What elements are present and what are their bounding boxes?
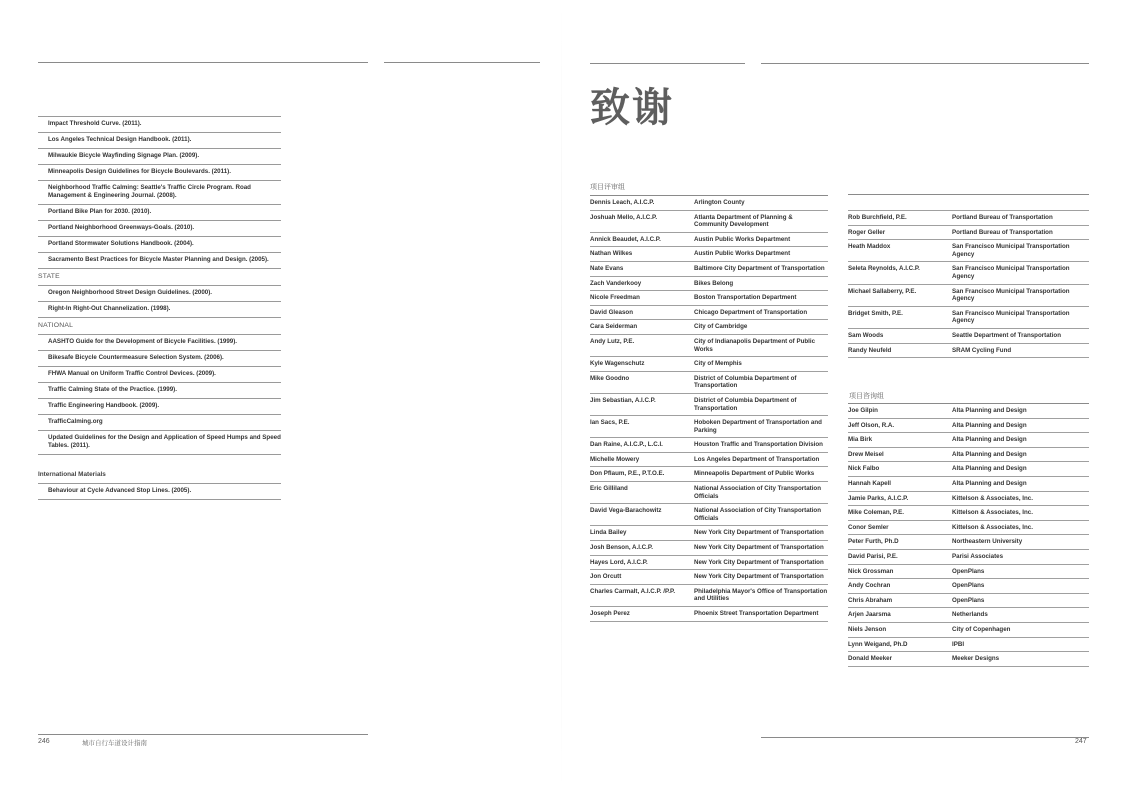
table-row	[590, 211, 828, 233]
table-row	[590, 196, 828, 211]
person-name: David Vega-Barachowitz	[590, 507, 662, 515]
organization: San Francisco Municipal Transportation Agency	[952, 287, 1070, 303]
organization: OpenPlans	[952, 596, 985, 604]
organization: OpenPlans	[952, 567, 985, 575]
table-row	[848, 477, 1089, 492]
table-row	[848, 344, 1089, 359]
person-name: Hannah Kapell	[848, 479, 891, 487]
organization: Houston Traffic and Transportation Division	[694, 441, 823, 449]
table-row	[848, 623, 1089, 638]
table-row	[848, 565, 1089, 580]
organization: Alta Planning and Design	[952, 407, 1027, 414]
table-row	[848, 550, 1089, 565]
organization: City of Copenhagen	[952, 625, 1011, 633]
person-name: Arjen Jaarsma	[848, 611, 891, 619]
reference-item: Updated Guidelines for the Design and Application of Speed Humps and Speed Tables. (2011).	[38, 431, 281, 455]
review-group-label: 项目评审组	[590, 183, 625, 191]
reference-list	[38, 116, 281, 500]
section-heading-national: NATIONAL	[38, 318, 281, 335]
person-name: Dennis Leach, A.I.C.P.	[590, 199, 655, 206]
right-bottom-rule	[761, 737, 1089, 738]
organization: Los Angeles Department of Transportation	[694, 455, 820, 463]
table-row	[848, 506, 1089, 521]
table-row	[590, 482, 828, 504]
reference-item: AASHTO Guide for the Development of Bicycle Facilities. (1999).	[38, 335, 281, 351]
person-name: Roger Geller	[848, 228, 886, 236]
table-spacer	[848, 195, 1089, 211]
organization: Seattle Department of Transportation	[952, 331, 1061, 339]
person-name: Linda Bailey	[590, 529, 627, 537]
table-row	[848, 240, 1089, 262]
reference-item: FHWA Manual on Uniform Traffic Control Devices. (2009).	[38, 367, 281, 383]
reference-item: Los Angeles Technical Design Handbook. (2011).	[38, 133, 281, 149]
organization: Austin Public Works Department	[694, 250, 791, 258]
reference-item: Minneapolis Design Guidelines for Bicycle Boulevards. (2011).	[38, 165, 281, 181]
organization: Boston Transportation Department	[694, 294, 797, 302]
organization: Northeastern University	[952, 538, 1023, 546]
reference-item: Impact Threshold Curve. (2011).	[38, 116, 281, 133]
consult-table	[848, 403, 1089, 667]
organization: District of Columbia Department of Transportation	[694, 374, 797, 390]
organization: City of Cambridge	[694, 323, 748, 331]
right-page-number: 247	[1075, 738, 1087, 745]
organization: Baltimore City Department of Transportation	[694, 264, 825, 272]
table-row	[848, 307, 1089, 329]
table-row	[848, 285, 1089, 307]
table-row	[590, 453, 828, 468]
person-name: Joe Gilpin	[848, 407, 878, 414]
person-name: Kyle Wagenschutz	[590, 360, 645, 368]
organization: New York City Department of Transportation	[694, 558, 824, 566]
person-name: Joshuah Mello, A.I.C.P.	[590, 213, 658, 221]
organization: Netherlands	[952, 611, 988, 619]
person-name: Michelle Mowery	[590, 455, 640, 463]
person-name: Charles Carmalt, A.I.C.P. /P.P.	[590, 587, 676, 595]
person-name: Ian Sacs, P.E.	[590, 419, 630, 427]
table-row	[848, 652, 1089, 667]
left-page-number: 246	[38, 738, 50, 745]
reference-item: TrafficCalming.org	[38, 415, 281, 431]
reference-item: Behaviour at Cycle Advanced Stop Lines. (2005).	[38, 484, 281, 500]
organization: Alta Planning and Design	[952, 465, 1027, 473]
organization: National Association of City Transportation Officials	[694, 507, 821, 522]
table-row	[590, 277, 828, 292]
person-name: Josh Benson, A.I.C.P.	[590, 544, 653, 552]
organization: Kittelson & Associates, Inc.	[952, 509, 1033, 517]
person-name: Nate Evans	[590, 264, 624, 272]
table-row	[590, 394, 828, 416]
table-row	[848, 492, 1089, 507]
person-name: Peter Furth, Ph.D	[848, 538, 899, 546]
table-row	[848, 594, 1089, 609]
organization: Atlanta Department of Planning & Community Development	[694, 213, 793, 229]
reference-item: Traffic Engineering Handbook. (2009).	[38, 399, 281, 415]
person-name: Michael Sallaberry, P.E.	[848, 287, 917, 295]
organization: Alta Planning and Design	[952, 479, 1027, 487]
organization: Meeker Designs	[952, 655, 1000, 663]
page-fold	[561, 0, 562, 794]
table-row	[848, 404, 1089, 419]
organization: SRAM Cycling Fund	[952, 346, 1012, 354]
person-name: Nicole Freedman	[590, 294, 640, 302]
organization: Alta Planning and Design	[952, 421, 1027, 429]
person-name: Randy Neufeld	[848, 346, 892, 354]
organization: New York City Department of Transportation	[694, 573, 824, 581]
table-row	[848, 608, 1089, 623]
person-name: Sam Woods	[848, 331, 884, 339]
reference-item: Neighborhood Traffic Calming: Seattle's Traffic Circle Program. Road Management & Engineering Journal. (2008).	[38, 181, 281, 205]
table-row	[848, 419, 1089, 434]
person-name: Drew Meisel	[848, 450, 884, 458]
table-row	[848, 226, 1089, 241]
table-row	[848, 462, 1089, 477]
person-name: Seleta Reynolds, A.I.C.P.	[848, 265, 920, 273]
table-row	[590, 320, 828, 335]
left-bottom-rule	[38, 734, 368, 735]
person-name: Andy Lutz, P.E.	[590, 337, 635, 345]
table-row	[848, 262, 1089, 284]
page-title: 致谢	[590, 85, 674, 131]
person-name: Jeff Olson, R.A.	[848, 421, 895, 429]
person-name: Andy Cochran	[848, 582, 891, 590]
table-row	[848, 433, 1089, 448]
table-row	[590, 541, 828, 556]
person-name: Chris Abraham	[848, 596, 893, 604]
person-name: Annick Beaudet, A.I.C.P.	[590, 235, 661, 243]
reference-item: Sacramento Best Practices for Bicycle Master Planning and Design. (2005).	[38, 253, 281, 269]
right-top-rule-short	[590, 63, 745, 64]
left-top-rule	[38, 62, 368, 63]
organization: Arlington County	[694, 199, 745, 206]
organization: Portland Bureau of Transportation	[952, 214, 1053, 221]
table-row	[590, 291, 828, 306]
section-heading-international: International Materials	[38, 467, 281, 484]
table-row	[590, 556, 828, 571]
right-top-rule	[761, 63, 1089, 64]
table-row	[848, 329, 1089, 344]
reference-item: Portland Bike Plan for 2030. (2010).	[38, 205, 281, 221]
person-name: Conor Semler	[848, 523, 889, 531]
organization: Alta Planning and Design	[952, 436, 1027, 444]
table-row	[590, 570, 828, 585]
table-row	[590, 372, 828, 394]
organization: Hoboken Department of Transportation and Parking	[694, 419, 822, 434]
organization: New York City Department of Transportation	[694, 544, 824, 552]
organization: Minneapolis Department of Public Works	[694, 470, 815, 478]
reference-item: Right-In Right-Out Channelization. (1998).	[38, 302, 281, 318]
reference-item: Portland Neighborhood Greenways-Goals. (2010).	[38, 221, 281, 237]
person-name: Nick Grossman	[848, 567, 894, 575]
table-row	[590, 247, 828, 262]
table-row	[848, 211, 1089, 226]
person-name: Cara Seiderman	[590, 323, 638, 331]
person-name: Nick Falbo	[848, 465, 880, 473]
table-row	[848, 448, 1089, 463]
organization: OpenPlans	[952, 582, 985, 590]
organization: City of Indianapolis Department of Public Works	[694, 337, 816, 353]
reference-item: Milwaukie Bicycle Wayfinding Signage Plan. (2009).	[38, 149, 281, 165]
person-name: Donald Meeker	[848, 655, 893, 663]
person-name: Eric Gilliland	[590, 485, 628, 493]
organization: City of Memphis	[694, 360, 742, 368]
person-name: Bridget Smith, P.E.	[848, 309, 903, 317]
organization: Portland Bureau of Transportation	[952, 228, 1053, 236]
table-row	[590, 438, 828, 453]
person-name: Jamie Parks, A.I.C.P.	[848, 494, 909, 502]
review-table-left	[590, 195, 828, 622]
person-name: Jim Sebastian, A.I.C.P.	[590, 396, 656, 404]
person-name: Mike Goodno	[590, 374, 630, 382]
table-row	[590, 306, 828, 321]
table-row	[590, 416, 828, 438]
table-row	[590, 467, 828, 482]
organization: Kittelson & Associates, Inc.	[952, 494, 1033, 502]
organization: Philadelphia Mayor's Office of Transportation and Utilities	[694, 587, 828, 603]
person-name: Don Pflaum, P.E., P.T.O.E.	[590, 470, 665, 478]
reference-item: Portland Stormwater Solutions Handbook. (2004).	[38, 237, 281, 253]
reference-item: Traffic Calming State of the Practice. (1999).	[38, 383, 281, 399]
person-name: Nathan Wilkes	[590, 250, 633, 258]
organization: IPBI	[952, 640, 965, 648]
table-row	[590, 233, 828, 248]
reference-item: Oregon Neighborhood Street Design Guidelines. (2000).	[38, 286, 281, 302]
organization: Bikes Belong	[694, 279, 734, 287]
person-name: David Parisi, P.E.	[848, 552, 898, 560]
organization: Parisi Associates	[952, 552, 1004, 560]
organization: San Francisco Municipal Transportation Agency	[952, 265, 1070, 280]
person-name: Lynn Weigand, Ph.D	[848, 640, 908, 648]
person-name: David Gleason	[590, 308, 633, 316]
table-row	[848, 521, 1089, 536]
person-name: Heath Maddox	[848, 243, 891, 251]
person-name: Mike Coleman, P.E.	[848, 509, 904, 517]
table-row	[590, 335, 828, 357]
table-row	[590, 357, 828, 372]
section-heading-state: STATE	[38, 269, 281, 286]
organization: Austin Public Works Department	[694, 235, 791, 243]
table-row	[590, 585, 828, 607]
person-name: Jon Orcutt	[590, 573, 622, 581]
person-name: Rob Burchfield, P.E.	[848, 214, 907, 221]
person-name: Joseph Perez	[590, 610, 630, 617]
table-row	[848, 535, 1089, 550]
organization: San Francisco Municipal Transportation Agency	[952, 243, 1070, 258]
organization: Alta Planning and Design	[952, 450, 1027, 458]
reference-item: Bikesafe Bicycle Countermeasure Selection System. (2006).	[38, 351, 281, 367]
person-name: Zach Vanderkooy	[590, 279, 642, 287]
table-row	[590, 526, 828, 541]
left-top-rule-short	[384, 62, 540, 63]
table-row	[848, 579, 1089, 594]
table-row	[590, 262, 828, 277]
person-name: Mia Birk	[848, 436, 873, 444]
organization: New York City Department of Transportation	[694, 529, 824, 537]
organization: Kittelson & Associates, Inc.	[952, 523, 1033, 531]
consult-group-label: 项目咨询组	[849, 392, 884, 400]
organization: National Association of City Transportation Officials	[694, 485, 821, 500]
organization: Chicago Department of Transportation	[694, 308, 808, 316]
person-name: Dan Raine, A.I.C.P., L.C.I.	[590, 441, 663, 449]
table-row	[590, 504, 828, 526]
table-row	[848, 638, 1089, 653]
person-name: Niels Jenson	[848, 625, 887, 633]
table-row	[590, 607, 828, 622]
book-title: 城市自行车道设计指南	[82, 739, 147, 747]
organization: District of Columbia Department of Transportation	[694, 396, 797, 412]
organization: Phoenix Street Transportation Department	[694, 610, 819, 617]
review-table-right	[848, 194, 1089, 358]
person-name: Hayes Lord, A.I.C.P.	[590, 558, 648, 566]
organization: San Francisco Municipal Transportation Agency	[952, 309, 1070, 325]
